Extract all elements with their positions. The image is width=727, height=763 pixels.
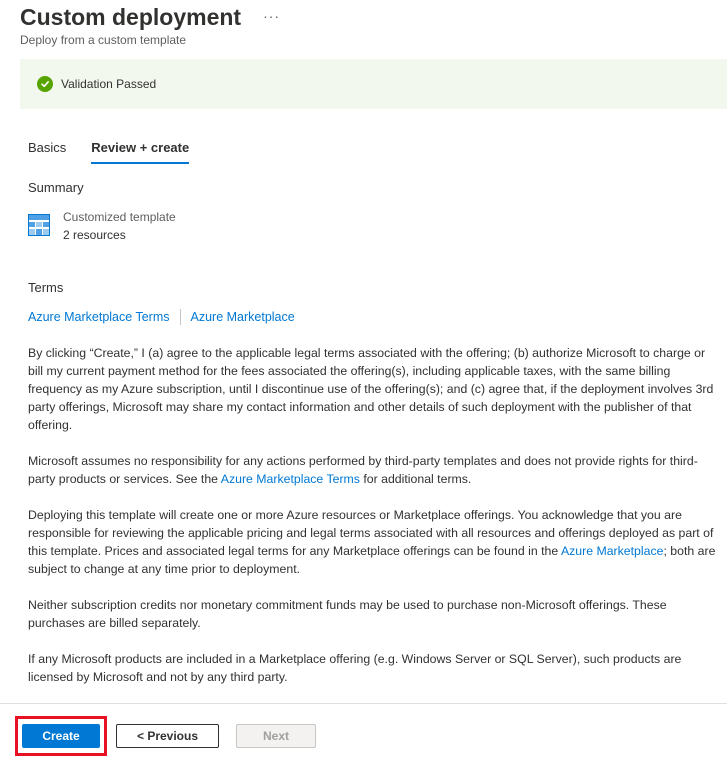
azure-marketplace-terms-link[interactable]: Azure Marketplace Terms [28,310,170,324]
terms-paragraph: If any Microsoft products are included in a Marketplace offering (e.g. Windows Server or SQL Server), such products are licensed by Microsoft and not by any third party. [28,652,682,684]
summary-item-detail: 2 resources [63,228,126,242]
terms-heading: Terms [28,280,64,295]
azure-marketplace-link[interactable]: Azure Marketplace [190,310,295,324]
validation-status-text: Validation Passed [61,77,157,91]
terms-paragraph: Microsoft assumes no responsibility for any actions performed by third-party templates and does not provide rights for third-party products or services. See the Azure Marketplace Terms for additional terms. [28,454,698,486]
terms-body [28,344,718,704]
inline-azure-marketplace-terms-link[interactable]: Azure Marketplace Terms [220,472,360,486]
footer-bar [0,703,727,763]
inline-azure-marketplace-link[interactable]: Azure Marketplace [560,544,664,558]
terms-paragraph: Neither subscription credits nor monetary commitment funds may be used to purchase non-Microsoft offerings. These purchases are billed separately. [28,598,667,630]
ellipsis-icon[interactable]: ··· [263,7,281,24]
terms-links [28,309,295,325]
tab-basics[interactable]: Basics [28,140,67,155]
next-button[interactable]: Next [236,724,316,748]
summary-item [28,208,176,244]
summary-item-title: Customized template [63,210,176,224]
page-header [20,4,727,47]
terms-paragraph: By clicking “Create,” I (a) agree to the applicable legal terms associated with the offering; (b) authorize Microsoft to charge or bill my current payment method for the fees associated the offering(s), including applicable taxes, with the same billing frequency as my Azure subscription, until I discontinue use of the offering(s); and (c) agree that, if the deployment involves 3rd party offerings, Microsoft may share my contact information and other details of such deployment with the publisher of that offering. [28,346,714,432]
page-title: Custom deployment [20,4,242,30]
tab-bar [28,140,214,164]
previous-button[interactable]: < Previous [116,724,219,748]
terms-paragraph: Deploying this template will create one or more Azure resources or Marketplace offerings. You acknowledge that you are responsible for reviewing the applicable pricing and legal terms associated with all resources and offerings deployed as part of this template. Prices and associated legal terms for any Marketplace offerings can be found in the Azure Marketplace; both are subject to change at any time prior to deployment. [28,508,716,576]
create-button[interactable]: Create [22,724,100,748]
summary-heading: Summary [28,180,84,195]
link-divider [180,309,181,325]
tab-review-create[interactable]: Review + create [91,140,189,164]
page-subtitle: Deploy from a custom template [20,33,187,47]
template-icon [28,214,50,236]
success-check-icon [37,76,53,92]
validation-banner [20,59,727,109]
